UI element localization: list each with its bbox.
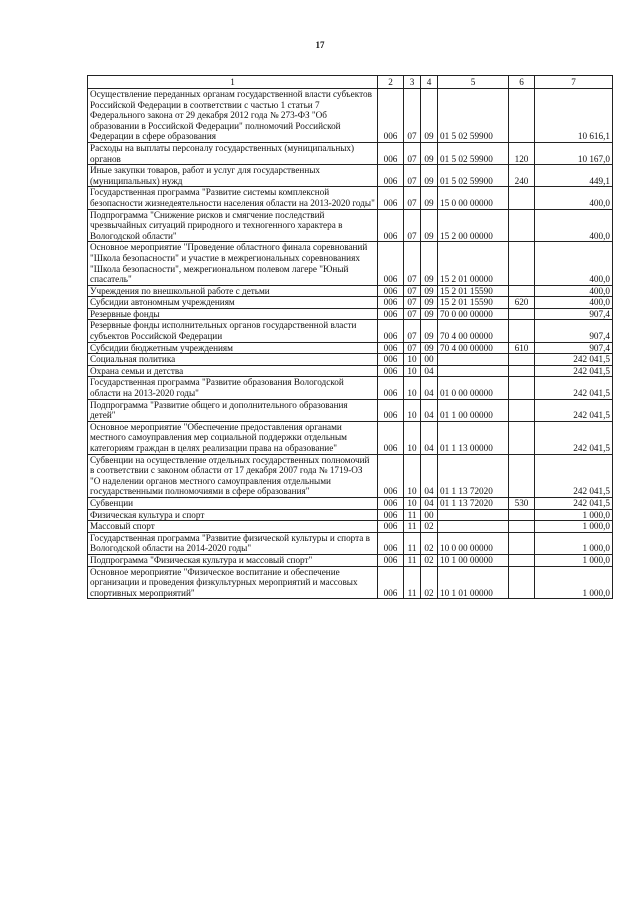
row-subsection: 09 bbox=[421, 342, 438, 354]
row-expense-type bbox=[509, 554, 535, 566]
row-ministry-code: 006 bbox=[378, 297, 404, 309]
budget-table bbox=[87, 75, 613, 599]
row-ministry-code: 006 bbox=[378, 566, 404, 599]
table-row bbox=[88, 521, 613, 533]
row-name: Охрана семьи и детства bbox=[88, 365, 378, 377]
row-section: 10 bbox=[404, 354, 421, 366]
row-amount: 1 000,0 bbox=[535, 554, 613, 566]
row-target-article: 15 2 01 15590 bbox=[438, 297, 509, 309]
row-ministry-code: 006 bbox=[378, 89, 404, 143]
row-section: 10 bbox=[404, 365, 421, 377]
row-amount: 242 041,5 bbox=[535, 454, 613, 497]
row-amount: 907,4 bbox=[535, 342, 613, 354]
header-col-7: 7 bbox=[535, 76, 613, 89]
table-row bbox=[88, 554, 613, 566]
row-subsection: 09 bbox=[421, 308, 438, 320]
row-amount: 242 041,5 bbox=[535, 421, 613, 454]
row-target-article: 10 1 00 00000 bbox=[438, 554, 509, 566]
row-target-article: 15 2 01 00000 bbox=[438, 242, 509, 285]
row-amount: 400,0 bbox=[535, 297, 613, 309]
row-target-article: 01 1 13 72020 bbox=[438, 454, 509, 497]
row-ministry-code: 006 bbox=[378, 454, 404, 497]
row-target-article: 01 1 13 72020 bbox=[438, 497, 509, 509]
row-expense-type bbox=[509, 365, 535, 377]
row-amount: 400,0 bbox=[535, 187, 613, 209]
row-ministry-code: 006 bbox=[378, 365, 404, 377]
row-amount: 907,4 bbox=[535, 308, 613, 320]
row-section: 11 bbox=[404, 509, 421, 521]
row-amount: 1 000,0 bbox=[535, 509, 613, 521]
row-amount: 10 616,1 bbox=[535, 89, 613, 143]
row-ministry-code: 006 bbox=[378, 165, 404, 187]
table-header bbox=[88, 76, 613, 89]
table-row bbox=[88, 165, 613, 187]
row-expense-type bbox=[509, 377, 535, 399]
header-col-2: 2 bbox=[378, 76, 404, 89]
row-name: Государственная программа "Развитие системы комплексной безопасности жизнедеятельности населения области на 2013-2020 годы" bbox=[88, 187, 378, 209]
table-row bbox=[88, 242, 613, 285]
row-name: Резервные фонды исполнительных органов государственной власти субъектов Российской Федерации bbox=[88, 320, 378, 342]
row-ministry-code: 006 bbox=[378, 308, 404, 320]
row-target-article: 70 4 00 00000 bbox=[438, 320, 509, 342]
row-section: 10 bbox=[404, 497, 421, 509]
row-target-article: 15 2 01 15590 bbox=[438, 285, 509, 297]
row-name: Расходы на выплаты персоналу государственных (муниципальных) органов bbox=[88, 142, 378, 164]
row-subsection: 09 bbox=[421, 320, 438, 342]
row-subsection: 09 bbox=[421, 89, 438, 143]
row-target-article: 15 0 00 00000 bbox=[438, 187, 509, 209]
row-name: Основное мероприятие "Проведение областного финала соревнований "Школа безопасности" и участие в межрегиональных соревнованиях "Школа безопасности", межрегиональном полевом лагере "Юный спасатель" bbox=[88, 242, 378, 285]
row-subsection: 04 bbox=[421, 365, 438, 377]
row-ministry-code: 006 bbox=[378, 142, 404, 164]
row-name: Подпрограмма "Развитие общего и дополнительного образования детей" bbox=[88, 399, 378, 421]
table-row bbox=[88, 497, 613, 509]
row-section: 11 bbox=[404, 532, 421, 554]
row-expense-type: 120 bbox=[509, 142, 535, 164]
header-col-6: 6 bbox=[509, 76, 535, 89]
row-ministry-code: 006 bbox=[378, 497, 404, 509]
row-amount: 242 041,5 bbox=[535, 497, 613, 509]
header-col-5: 5 bbox=[438, 76, 509, 89]
row-amount: 400,0 bbox=[535, 242, 613, 285]
row-name: Государственная программа "Развитие физической культуры и спорта в Вологодской области на 2014-2020 годы" bbox=[88, 532, 378, 554]
header-col-4: 4 bbox=[421, 76, 438, 89]
row-name: Основное мероприятие "Физическое воспитание и обеспечение организации и проведения физкультурных мероприятий и массовых спортивных мероприятий" bbox=[88, 566, 378, 599]
header-col-3: 3 bbox=[404, 76, 421, 89]
row-target-article: 01 5 02 59900 bbox=[438, 89, 509, 143]
row-expense-type: 610 bbox=[509, 342, 535, 354]
row-name: Резервные фонды bbox=[88, 308, 378, 320]
row-subsection: 09 bbox=[421, 187, 438, 209]
row-expense-type bbox=[509, 242, 535, 285]
row-name: Субвенции на осуществление отдельных государственных полномочий в соответствии с законом области от 17 декабря 2007 года № 1719-ОЗ "О наделении органов местного самоуправления отдельными государственными полномочиями в сфере образования" bbox=[88, 454, 378, 497]
row-target-article bbox=[438, 365, 509, 377]
row-section: 07 bbox=[404, 142, 421, 164]
row-expense-type: 620 bbox=[509, 297, 535, 309]
row-subsection: 09 bbox=[421, 285, 438, 297]
table-row bbox=[88, 566, 613, 599]
row-target-article: 15 2 00 00000 bbox=[438, 209, 509, 242]
row-amount: 907,4 bbox=[535, 320, 613, 342]
row-expense-type bbox=[509, 354, 535, 366]
row-subsection: 09 bbox=[421, 209, 438, 242]
row-expense-type bbox=[509, 320, 535, 342]
row-section: 07 bbox=[404, 187, 421, 209]
row-name: Учреждения по внешкольной работе с детьми bbox=[88, 285, 378, 297]
row-amount: 449,1 bbox=[535, 165, 613, 187]
row-section: 07 bbox=[404, 89, 421, 143]
row-ministry-code: 006 bbox=[378, 242, 404, 285]
row-subsection: 04 bbox=[421, 454, 438, 497]
row-section: 10 bbox=[404, 377, 421, 399]
row-subsection: 09 bbox=[421, 165, 438, 187]
row-name: Подпрограмма "Физическая культура и массовый спорт" bbox=[88, 554, 378, 566]
row-expense-type bbox=[509, 532, 535, 554]
row-name: Массовый спорт bbox=[88, 521, 378, 533]
row-subsection: 02 bbox=[421, 532, 438, 554]
page-number: 17 bbox=[315, 40, 325, 50]
table-row bbox=[88, 89, 613, 143]
row-subsection: 02 bbox=[421, 566, 438, 599]
table-row bbox=[88, 377, 613, 399]
table-row bbox=[88, 297, 613, 309]
row-ministry-code: 006 bbox=[378, 521, 404, 533]
row-section: 11 bbox=[404, 521, 421, 533]
row-section: 07 bbox=[404, 320, 421, 342]
row-amount: 400,0 bbox=[535, 209, 613, 242]
row-subsection: 04 bbox=[421, 497, 438, 509]
header-row bbox=[88, 76, 613, 89]
row-expense-type bbox=[509, 521, 535, 533]
row-target-article: 10 1 01 00000 bbox=[438, 566, 509, 599]
table-row bbox=[88, 142, 613, 164]
row-expense-type bbox=[509, 285, 535, 297]
row-target-article bbox=[438, 521, 509, 533]
table-body bbox=[88, 89, 613, 599]
row-section: 07 bbox=[404, 297, 421, 309]
row-target-article bbox=[438, 509, 509, 521]
row-expense-type bbox=[509, 566, 535, 599]
row-amount: 242 041,5 bbox=[535, 365, 613, 377]
row-name: Субвенции bbox=[88, 497, 378, 509]
row-amount: 10 167,0 bbox=[535, 142, 613, 164]
row-ministry-code: 006 bbox=[378, 285, 404, 297]
row-ministry-code: 006 bbox=[378, 187, 404, 209]
row-subsection: 02 bbox=[421, 554, 438, 566]
row-name: Субсидии автономным учреждениям bbox=[88, 297, 378, 309]
row-section: 11 bbox=[404, 566, 421, 599]
row-ministry-code: 006 bbox=[378, 320, 404, 342]
row-expense-type: 240 bbox=[509, 165, 535, 187]
row-subsection: 04 bbox=[421, 421, 438, 454]
row-target-article: 01 5 02 59900 bbox=[438, 165, 509, 187]
row-amount: 242 041,5 bbox=[535, 399, 613, 421]
table-row bbox=[88, 365, 613, 377]
row-section: 10 bbox=[404, 454, 421, 497]
row-expense-type bbox=[509, 187, 535, 209]
row-section: 07 bbox=[404, 342, 421, 354]
row-expense-type bbox=[509, 209, 535, 242]
row-ministry-code: 006 bbox=[378, 354, 404, 366]
row-expense-type: 530 bbox=[509, 497, 535, 509]
row-name: Осуществление переданных органам государственной власти субъектов Российской Федерации в соответствии с частью 1 статьи 7 Федерального закона от 29 декабря 2012 года № 273-ФЗ "Об образовании в Российской Федерации" полномочий Российской Федерации в сфере образования bbox=[88, 89, 378, 143]
row-ministry-code: 006 bbox=[378, 342, 404, 354]
row-name: Субсидии бюджетным учреждениям bbox=[88, 342, 378, 354]
row-ministry-code: 006 bbox=[378, 421, 404, 454]
row-section: 11 bbox=[404, 554, 421, 566]
row-name: Основное мероприятие "Обеспечение предоставления органами местного самоуправления мер социальной поддержки отдельным категориям граждан в целях реализации права на образование" bbox=[88, 421, 378, 454]
row-name: Физическая культура и спорт bbox=[88, 509, 378, 521]
row-ministry-code: 006 bbox=[378, 377, 404, 399]
row-name: Социальная политика bbox=[88, 354, 378, 366]
row-section: 07 bbox=[404, 165, 421, 187]
row-amount: 1 000,0 bbox=[535, 521, 613, 533]
table-row bbox=[88, 354, 613, 366]
row-target-article: 01 0 00 00000 bbox=[438, 377, 509, 399]
row-expense-type bbox=[509, 399, 535, 421]
row-subsection: 04 bbox=[421, 377, 438, 399]
row-expense-type bbox=[509, 421, 535, 454]
table-row bbox=[88, 342, 613, 354]
row-expense-type bbox=[509, 454, 535, 497]
row-name: Иные закупки товаров, работ и услуг для государственных (муниципальных) нужд bbox=[88, 165, 378, 187]
row-target-article: 10 0 00 00000 bbox=[438, 532, 509, 554]
row-subsection: 09 bbox=[421, 297, 438, 309]
row-section: 07 bbox=[404, 209, 421, 242]
row-section: 07 bbox=[404, 285, 421, 297]
table-row bbox=[88, 187, 613, 209]
header-col-1: 1 bbox=[88, 76, 378, 89]
row-ministry-code: 006 bbox=[378, 399, 404, 421]
row-expense-type bbox=[509, 308, 535, 320]
row-ministry-code: 006 bbox=[378, 554, 404, 566]
row-subsection: 04 bbox=[421, 399, 438, 421]
row-target-article: 01 1 13 00000 bbox=[438, 421, 509, 454]
row-target-article: 01 5 02 59900 bbox=[438, 142, 509, 164]
row-section: 07 bbox=[404, 308, 421, 320]
table-row bbox=[88, 308, 613, 320]
row-subsection: 09 bbox=[421, 242, 438, 285]
table-row bbox=[88, 509, 613, 521]
table-row bbox=[88, 454, 613, 497]
row-expense-type bbox=[509, 509, 535, 521]
table-row bbox=[88, 209, 613, 242]
row-expense-type bbox=[509, 89, 535, 143]
row-section: 10 bbox=[404, 421, 421, 454]
row-target-article: 70 0 00 00000 bbox=[438, 308, 509, 320]
row-amount: 1 000,0 bbox=[535, 566, 613, 599]
table-row bbox=[88, 399, 613, 421]
row-subsection: 09 bbox=[421, 142, 438, 164]
row-subsection: 02 bbox=[421, 521, 438, 533]
row-ministry-code: 006 bbox=[378, 209, 404, 242]
row-amount: 242 041,5 bbox=[535, 377, 613, 399]
row-section: 07 bbox=[404, 242, 421, 285]
table-row bbox=[88, 285, 613, 297]
row-section: 10 bbox=[404, 399, 421, 421]
row-amount: 400,0 bbox=[535, 285, 613, 297]
row-name: Подпрограмма "Снижение рисков и смягчение последствий чрезвычайных ситуаций природного и техногенного характера в Вологодской области" bbox=[88, 209, 378, 242]
row-name: Государственная программа "Развитие образования Вологодской области на 2013-2020 годы" bbox=[88, 377, 378, 399]
row-target-article bbox=[438, 354, 509, 366]
row-subsection: 00 bbox=[421, 354, 438, 366]
table-row bbox=[88, 421, 613, 454]
row-amount: 1 000,0 bbox=[535, 532, 613, 554]
row-ministry-code: 006 bbox=[378, 532, 404, 554]
row-target-article: 70 4 00 00000 bbox=[438, 342, 509, 354]
table-row bbox=[88, 320, 613, 342]
row-subsection: 00 bbox=[421, 509, 438, 521]
row-target-article: 01 1 00 00000 bbox=[438, 399, 509, 421]
table-row bbox=[88, 532, 613, 554]
row-amount: 242 041,5 bbox=[535, 354, 613, 366]
row-ministry-code: 006 bbox=[378, 509, 404, 521]
